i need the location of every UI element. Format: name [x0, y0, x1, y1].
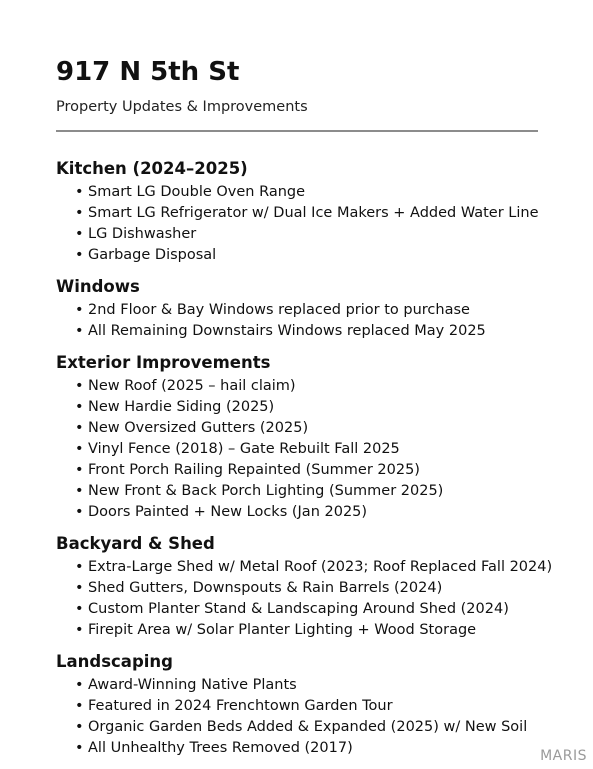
page-title: 917 N 5th St [56, 57, 240, 87]
list-item-text: All Unhealthy Trees Removed (2017) [88, 740, 353, 756]
list-item-text: New Hardie Siding (2025) [88, 399, 275, 415]
list-item-text: New Roof (2025 – hail claim) [88, 378, 296, 394]
bullet-icon: • [75, 601, 84, 617]
list-item-text: Smart LG Refrigerator w/ Dual Ice Makers + Added Water Line [88, 205, 539, 221]
bullet-icon: • [75, 441, 84, 457]
page-subtitle: Property Updates & Improvements [56, 99, 308, 115]
list-item-text: Extra-Large Shed w/ Metal Roof (2023; Roof Replaced Fall 2024) [88, 559, 553, 575]
section-heading: Exterior Improvements [56, 353, 271, 372]
bullet-icon: • [75, 740, 84, 756]
section [56, 276, 556, 342]
list-item [75, 481, 556, 502]
section [56, 651, 556, 759]
list-item [75, 502, 556, 523]
list-item [75, 599, 556, 620]
sections-container [56, 158, 556, 759]
list-item-text: New Oversized Gutters (2025) [88, 420, 309, 436]
list-item [75, 245, 556, 266]
list-item [75, 203, 556, 224]
bullet-list [56, 376, 556, 523]
list-item-text: Custom Planter Stand & Landscaping Around Shed (2024) [88, 601, 509, 617]
bullet-icon: • [75, 504, 84, 520]
list-item [75, 224, 556, 245]
list-item-text: Doors Painted + New Locks (Jan 2025) [88, 504, 368, 520]
header-divider [56, 130, 538, 132]
bullet-icon: • [75, 719, 84, 735]
maris-watermark: MARIS [540, 748, 587, 764]
list-item-text: Front Porch Railing Repainted (Summer 2025) [88, 462, 420, 478]
list-item-text: Garbage Disposal [88, 247, 217, 263]
list-item [75, 397, 556, 418]
bullet-list [56, 557, 556, 641]
bullet-icon: • [75, 184, 84, 200]
bullet-icon: • [75, 580, 84, 596]
bullet-icon: • [75, 205, 84, 221]
section [56, 533, 556, 641]
list-item [75, 376, 556, 397]
list-item-text: Organic Garden Beds Added & Expanded (2025) w/ New Soil [88, 719, 528, 735]
list-item [75, 321, 556, 342]
bullet-icon: • [75, 677, 84, 693]
section-heading: Windows [56, 277, 140, 296]
list-item [75, 418, 556, 439]
list-item [75, 620, 556, 641]
bullet-list [56, 675, 556, 759]
list-item-text: Featured in 2024 Frenchtown Garden Tour [88, 698, 393, 714]
section-heading: Landscaping [56, 652, 173, 671]
bullet-icon: • [75, 247, 84, 263]
list-item [75, 439, 556, 460]
bullet-icon: • [75, 420, 84, 436]
section-heading: Backyard & Shed [56, 534, 215, 553]
section-heading: Kitchen (2024–2025) [56, 159, 248, 178]
bullet-icon: • [75, 302, 84, 318]
list-item-text: LG Dishwasher [88, 226, 197, 242]
list-item-text: New Front & Back Porch Lighting (Summer 2025) [88, 483, 444, 499]
bullet-icon: • [75, 323, 84, 339]
list-item [75, 675, 556, 696]
list-item-text: Award-Winning Native Plants [88, 677, 297, 693]
bullet-icon: • [75, 483, 84, 499]
list-item-text: 2nd Floor & Bay Windows replaced prior to purchase [88, 302, 470, 318]
bullet-icon: • [75, 559, 84, 575]
document-page [56, 55, 556, 769]
section [56, 158, 556, 266]
bullet-icon: • [75, 698, 84, 714]
list-item [75, 557, 556, 578]
list-item-text: All Remaining Downstairs Windows replaced May 2025 [88, 323, 486, 339]
bullet-list [56, 182, 556, 266]
bullet-icon: • [75, 399, 84, 415]
list-item [75, 717, 556, 738]
list-item [75, 696, 556, 717]
section [56, 352, 556, 523]
list-item [75, 578, 556, 599]
bullet-icon: • [75, 226, 84, 242]
list-item-text: Shed Gutters, Downspouts & Rain Barrels (2024) [88, 580, 443, 596]
bullet-icon: • [75, 378, 84, 394]
list-item-text: Vinyl Fence (2018) – Gate Rebuilt Fall 2025 [88, 441, 400, 457]
bullet-icon: • [75, 462, 84, 478]
list-item [75, 460, 556, 481]
list-item-text: Firepit Area w/ Solar Planter Lighting + Wood Storage [88, 622, 477, 638]
list-item [75, 738, 556, 759]
list-item [75, 182, 556, 203]
list-item-text: Smart LG Double Oven Range [88, 184, 306, 200]
list-item [75, 300, 556, 321]
bullet-list [56, 300, 556, 342]
bullet-icon: • [75, 622, 84, 638]
